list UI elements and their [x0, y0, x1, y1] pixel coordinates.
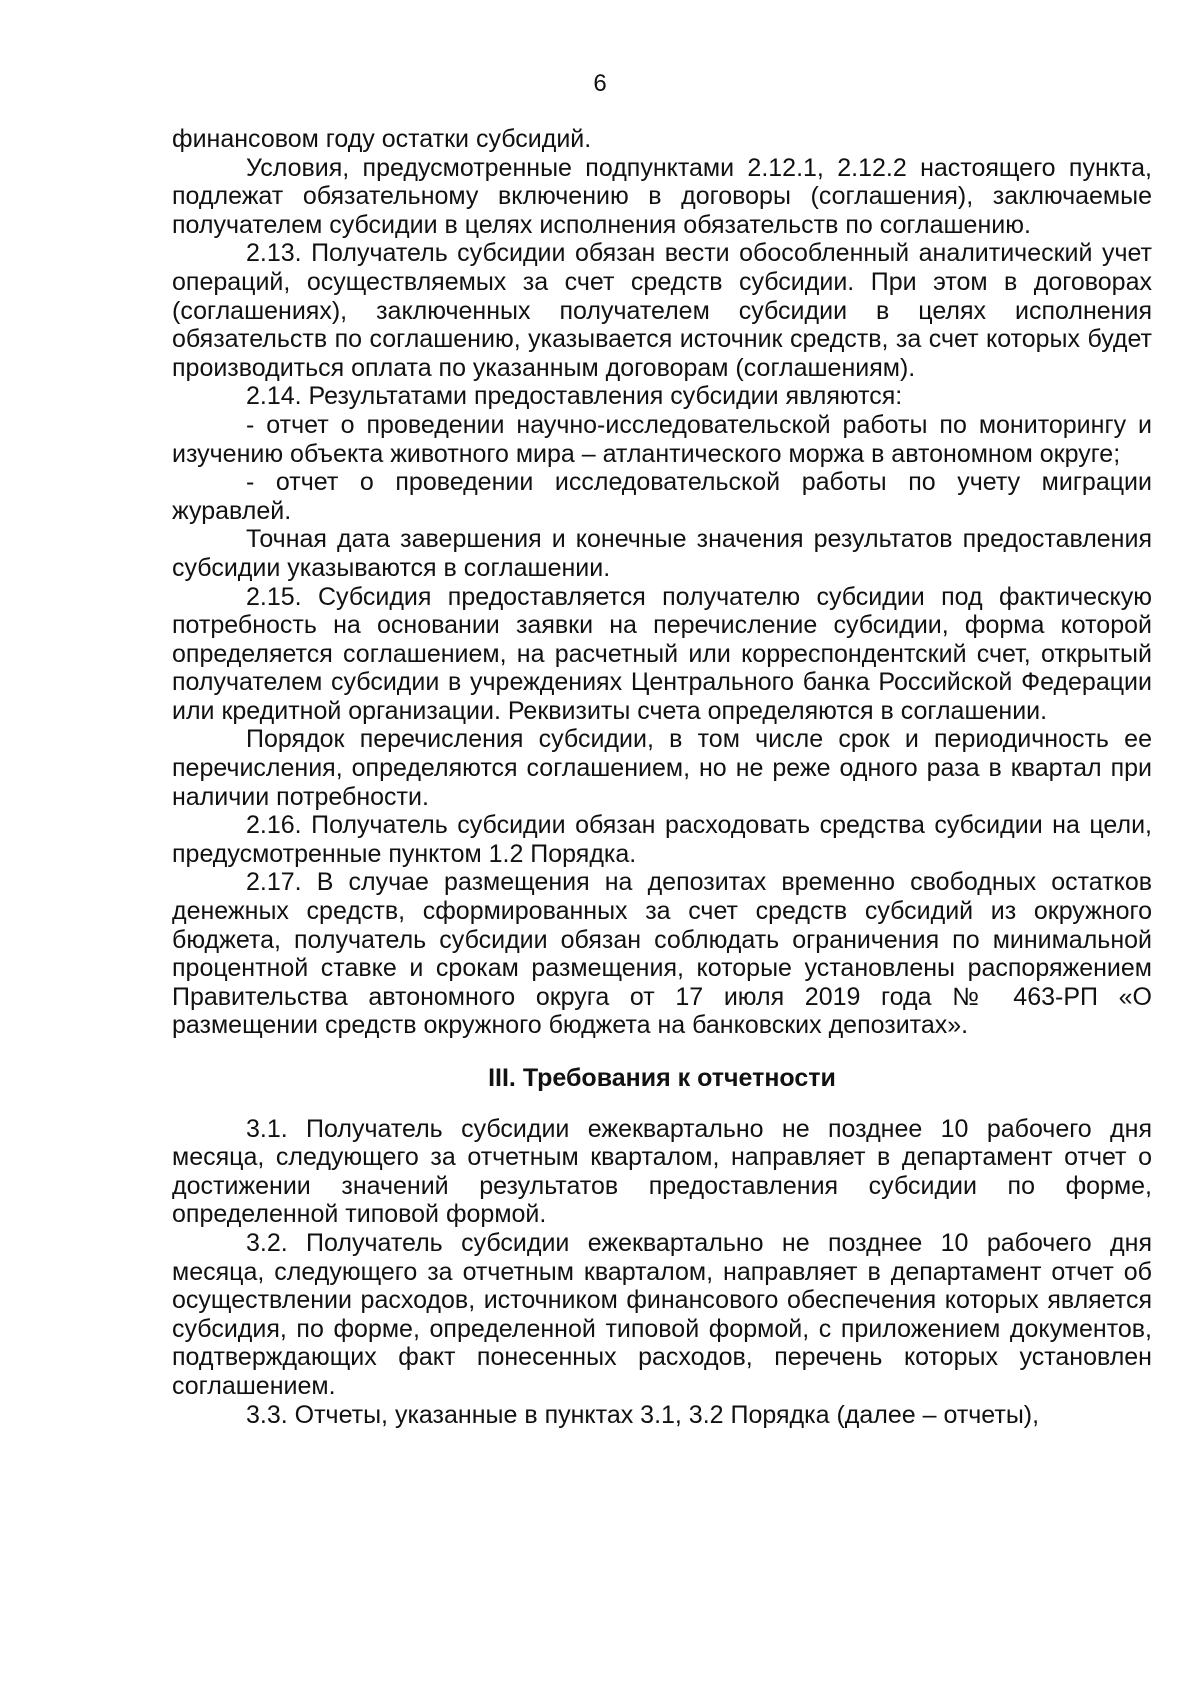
section-heading: III. Требования к отчетности — [488, 1064, 836, 1092]
page-number: 6 — [593, 70, 607, 97]
paragraph: Точная дата завершения и конечные значения результатов предоставления субсидии указываются в соглашении. — [172, 525, 1152, 582]
paragraph: 3.1. Получатель субсидии ежеквартально не позднее 10 рабочего дня месяца, следующего за отчетным кварталом, направляет в департамент отчет о достижении значений результатов предоставления субсидии по форме, определенной типовой формой. — [172, 1114, 1152, 1229]
paragraph: 2.13. Получатель субсидии обязан вести обособленный аналитический учет операций, осуществляемых за счет средств субсидии. При этом в договорах (соглашениях), заключенных получателем субсидии в целях исполнения обязательств по соглашению, указывается источник средств, за счет которых будет производиться оплата по указанным договорам (соглашениям). — [172, 239, 1152, 382]
paragraph: - отчет о проведении научно-исследовательской работы по мониторингу и изучению объекта животного мира – атлантического моржа в автономном округе; — [172, 410, 1152, 468]
paragraph: финансовом году остатки субсидий. — [172, 125, 592, 153]
paragraph: - отчет о проведении исследовательской работы по учету миграции журавлей. — [172, 468, 1152, 525]
paragraphs-after-section — [172, 1115, 1152, 1430]
paragraph: 3.3. Отчеты, указанные в пунктах 3.1, 3.2 Порядка (далее – отчеты), — [246, 1400, 1040, 1429]
paragraph: 2.16. Получатель субсидии обязан расходовать средства субсидии на цели, предусмотренные пунктом 1.2 Порядка. — [172, 811, 1152, 868]
paragraph: 2.14. Результатами предоставления субсидии являются: — [246, 382, 903, 411]
paragraph: 2.15. Субсидия предоставляется получателю субсидии под фактическую потребность на основании заявки на перечисление субсидии, форма которой определяется соглашением, на расчетный или корреспондентский счет, открытый получателем субсидии в учреждениях Центрального банка Российской Федерации или кредитной организации. Реквизиты счета определяются в соглашении. — [172, 582, 1152, 725]
paragraphs-before-section — [172, 125, 1152, 1040]
document-body — [172, 125, 1152, 1429]
paragraph: 2.17. В случае размещения на депозитах временно свободных остатков денежных средств, сформированных за счет средств субсидий из окружного бюджета, получатель субсидии обязан соблюдать ограничения по минимальной процентной ставке и срокам размещения, которые установлены распоряжением Правительства автономного округа от 17 июля 2019 года № 463-РП «О размещении средств окружного бюджета на банковских депозитах». — [172, 868, 1152, 1040]
paragraph: 3.2. Получатель субсидии ежеквартально не позднее 10 рабочего дня месяца, следующего за отчетным кварталом, направляет в департамент отчет об осуществлении расходов, источником финансового обеспечения которых является субсидия, по форме, определенной типовой формой, с приложением документов, подтверждающих факт понесенных расходов, перечень которых установлен соглашением. — [172, 1228, 1152, 1400]
paragraph: Порядок перечисления субсидии, в том числе срок и периодичность ее перечисления, определяются соглашением, но не реже одного раза в квартал при наличии потребности. — [172, 725, 1152, 811]
paragraph: Условия, предусмотренные подпунктами 2.12.1, 2.12.2 настоящего пункта, подлежат обязательному включению в договоры (соглашения), заключаемые получателем субсидии в целях исполнения обязательств по соглашению. — [172, 153, 1152, 239]
